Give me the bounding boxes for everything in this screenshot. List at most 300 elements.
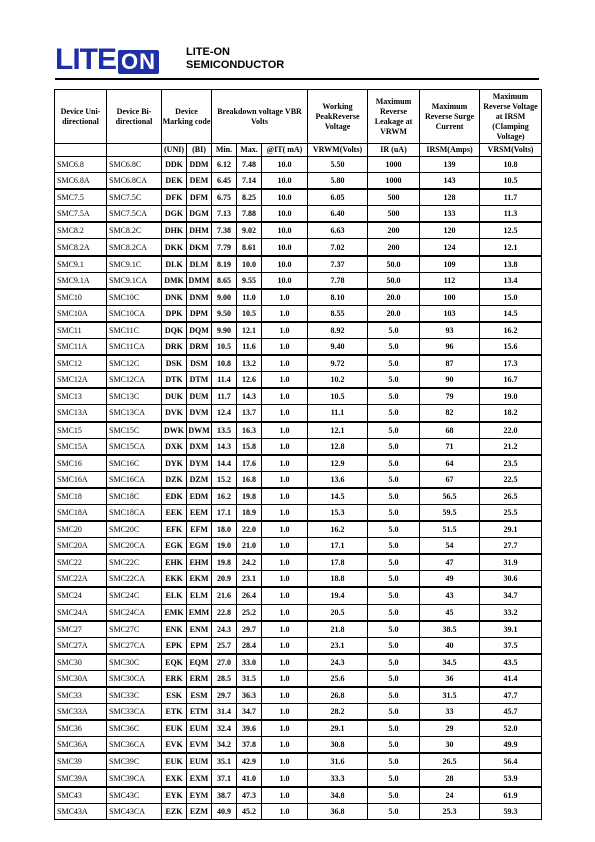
cell-vrwm: 31.6 xyxy=(308,753,368,770)
cell-vrsm: 47.7 xyxy=(480,687,542,704)
cell-uni-marking: DEK xyxy=(162,173,187,190)
liteon-logo xyxy=(55,43,159,76)
cell-test-current: 1.0 xyxy=(262,289,308,306)
cell-vbr-max: 34.7 xyxy=(237,704,262,721)
cell-ir: 5.0 xyxy=(368,521,420,538)
cell-ir: 5.0 xyxy=(368,770,420,787)
cell-vbr-max: 13.2 xyxy=(237,355,262,372)
table-row xyxy=(55,737,542,754)
cell-irsm: 54 xyxy=(420,538,480,555)
cell-bi-part: SMC11C xyxy=(107,322,162,339)
cell-ir: 5.0 xyxy=(368,654,420,671)
cell-vbr-max: 11.0 xyxy=(237,289,262,306)
cell-test-current: 1.0 xyxy=(262,604,308,621)
cell-vrwm: 34.8 xyxy=(308,787,368,804)
cell-ir: 50.0 xyxy=(368,256,420,273)
cell-vbr-min: 18.0 xyxy=(212,521,237,538)
cell-uni-marking: DVK xyxy=(162,405,187,422)
table-row xyxy=(55,753,542,770)
col-header-irsm: Maximum Reverse Surge Current xyxy=(420,90,480,144)
cell-uni-marking: DDK xyxy=(162,157,187,173)
cell-irsm: 96 xyxy=(420,339,480,356)
cell-vrsm: 34.7 xyxy=(480,587,542,604)
cell-irsm: 71 xyxy=(420,438,480,455)
cell-bi-marking: DVM xyxy=(187,405,212,422)
cell-test-current: 1.0 xyxy=(262,438,308,455)
table-row xyxy=(55,571,542,588)
table-row xyxy=(55,239,542,256)
cell-irsm: 103 xyxy=(420,305,480,322)
cell-test-current: 1.0 xyxy=(262,670,308,687)
cell-vrsm: 22.0 xyxy=(480,422,542,439)
cell-ir: 5.0 xyxy=(368,571,420,588)
cell-bi-part: SMC7.5CA xyxy=(107,206,162,223)
cell-test-current: 10.0 xyxy=(262,157,308,173)
cell-vbr-min: 14.3 xyxy=(212,438,237,455)
cell-bi-marking: DKM xyxy=(187,239,212,256)
cell-vbr-min: 8.65 xyxy=(212,272,237,289)
cell-test-current: 1.0 xyxy=(262,322,308,339)
cell-ir: 5.0 xyxy=(368,704,420,721)
cell-bi-part: SMC10C xyxy=(107,289,162,306)
cell-vbr-min: 24.3 xyxy=(212,621,237,638)
cell-uni-part: SMC8.2A xyxy=(55,239,107,256)
cell-ir: 5.0 xyxy=(368,587,420,604)
cell-vrwm: 30.8 xyxy=(308,737,368,754)
company-name xyxy=(186,46,284,72)
cell-test-current: 1.0 xyxy=(262,355,308,372)
table-row xyxy=(55,637,542,654)
cell-vbr-max: 7.14 xyxy=(237,173,262,190)
cell-ir: 5.0 xyxy=(368,488,420,505)
cell-test-current: 10.0 xyxy=(262,272,308,289)
cell-vbr-max: 12.1 xyxy=(237,322,262,339)
cell-ir: 5.0 xyxy=(368,455,420,472)
cell-test-current: 1.0 xyxy=(262,704,308,721)
cell-vbr-max: 42.9 xyxy=(237,753,262,770)
cell-bi-part: SMC30C xyxy=(107,654,162,671)
table-row xyxy=(55,587,542,604)
cell-vrwm: 5.80 xyxy=(308,173,368,190)
cell-irsm: 31.5 xyxy=(420,687,480,704)
cell-irsm: 47 xyxy=(420,554,480,571)
table-row xyxy=(55,405,542,422)
cell-uni-part: SMC9.1 xyxy=(55,256,107,273)
cell-uni-marking: DQK xyxy=(162,322,187,339)
cell-ir: 5.0 xyxy=(368,670,420,687)
cell-irsm: 28 xyxy=(420,770,480,787)
cell-ir: 5.0 xyxy=(368,753,420,770)
cell-vbr-min: 16.2 xyxy=(212,488,237,505)
cell-bi-marking: EUM xyxy=(187,720,212,737)
cell-vrsm: 26.5 xyxy=(480,488,542,505)
cell-ir: 5.0 xyxy=(368,637,420,654)
cell-vbr-min: 17.1 xyxy=(212,504,237,521)
cell-vbr-max: 28.4 xyxy=(237,637,262,654)
cell-vbr-max: 45.2 xyxy=(237,803,262,819)
table-row xyxy=(55,471,542,488)
cell-vrwm: 10.2 xyxy=(308,372,368,389)
table-row xyxy=(55,504,542,521)
cell-vbr-min: 32.4 xyxy=(212,720,237,737)
cell-vrsm: 13.4 xyxy=(480,272,542,289)
cell-test-current: 1.0 xyxy=(262,488,308,505)
cell-vrsm: 12.1 xyxy=(480,239,542,256)
cell-bi-marking: ELM xyxy=(187,587,212,604)
cell-vrsm: 53.9 xyxy=(480,770,542,787)
cell-vbr-max: 26.4 xyxy=(237,587,262,604)
cell-bi-part: SMC12C xyxy=(107,355,162,372)
cell-bi-part: SMC27CA xyxy=(107,637,162,654)
cell-vrwm: 25.6 xyxy=(308,670,368,687)
cell-ir: 5.0 xyxy=(368,372,420,389)
cell-irsm: 109 xyxy=(420,256,480,273)
cell-vrwm: 11.1 xyxy=(308,405,368,422)
subheader-blank-bi xyxy=(107,144,162,157)
cell-bi-part: SMC10CA xyxy=(107,305,162,322)
cell-irsm: 25.3 xyxy=(420,803,480,819)
cell-vbr-min: 9.50 xyxy=(212,305,237,322)
cell-vrwm: 8.55 xyxy=(308,305,368,322)
cell-vrsm: 52.0 xyxy=(480,720,542,737)
cell-bi-marking: EXM xyxy=(187,770,212,787)
cell-irsm: 120 xyxy=(420,222,480,239)
subheader-max: Max. xyxy=(237,144,262,157)
cell-uni-part: SMC10A xyxy=(55,305,107,322)
cell-irsm: 26.5 xyxy=(420,753,480,770)
cell-vrwm: 29.1 xyxy=(308,720,368,737)
cell-uni-part: SMC12 xyxy=(55,355,107,372)
cell-uni-marking: DFK xyxy=(162,189,187,206)
cell-vrsm: 10.5 xyxy=(480,173,542,190)
cell-irsm: 68 xyxy=(420,422,480,439)
cell-vbr-max: 37.8 xyxy=(237,737,262,754)
cell-irsm: 139 xyxy=(420,157,480,173)
cell-bi-part: SMC20C xyxy=(107,521,162,538)
cell-vrwm: 7.02 xyxy=(308,239,368,256)
cell-vrsm: 16.7 xyxy=(480,372,542,389)
cell-bi-marking: EUM xyxy=(187,753,212,770)
cell-vbr-min: 28.5 xyxy=(212,670,237,687)
cell-bi-part: SMC33CA xyxy=(107,704,162,721)
cell-bi-marking: EPM xyxy=(187,637,212,654)
cell-vbr-min: 11.4 xyxy=(212,372,237,389)
cell-bi-marking: DUM xyxy=(187,388,212,405)
cell-vrsm: 16.2 xyxy=(480,322,542,339)
cell-uni-part: SMC22 xyxy=(55,554,107,571)
subheader-row xyxy=(55,144,542,157)
cell-bi-part: SMC6.8C xyxy=(107,157,162,173)
cell-uni-part: SMC22A xyxy=(55,571,107,588)
cell-test-current: 1.0 xyxy=(262,504,308,521)
cell-vbr-min: 9.90 xyxy=(212,322,237,339)
cell-ir: 5.0 xyxy=(368,471,420,488)
cell-vbr-max: 8.25 xyxy=(237,189,262,206)
col-header-uni: Device Uni- directional xyxy=(55,90,107,144)
cell-uni-marking: ETK xyxy=(162,704,187,721)
cell-ir: 5.0 xyxy=(368,339,420,356)
cell-uni-part: SMC18A xyxy=(55,504,107,521)
cell-irsm: 43 xyxy=(420,587,480,604)
cell-vbr-max: 31.5 xyxy=(237,670,262,687)
header-row xyxy=(55,90,542,144)
cell-irsm: 93 xyxy=(420,322,480,339)
cell-uni-part: SMC27 xyxy=(55,621,107,638)
cell-vbr-max: 12.6 xyxy=(237,372,262,389)
cell-vrsm: 27.7 xyxy=(480,538,542,555)
cell-bi-part: SMC8.2CA xyxy=(107,239,162,256)
cell-uni-marking: EZK xyxy=(162,803,187,819)
cell-vrwm: 23.1 xyxy=(308,637,368,654)
cell-bi-part: SMC13C xyxy=(107,388,162,405)
cell-irsm: 38.5 xyxy=(420,621,480,638)
cell-vbr-min: 6.45 xyxy=(212,173,237,190)
cell-test-current: 1.0 xyxy=(262,538,308,555)
cell-ir: 5.0 xyxy=(368,538,420,555)
cell-test-current: 10.0 xyxy=(262,222,308,239)
cell-vbr-max: 39.6 xyxy=(237,720,262,737)
cell-irsm: 40 xyxy=(420,637,480,654)
cell-vrsm: 13.8 xyxy=(480,256,542,273)
cell-uni-part: SMC30A xyxy=(55,670,107,687)
cell-test-current: 10.0 xyxy=(262,189,308,206)
cell-bi-part: SMC33C xyxy=(107,687,162,704)
cell-vbr-min: 14.4 xyxy=(212,455,237,472)
cell-bi-marking: EVM xyxy=(187,737,212,754)
cell-vrwm: 6.63 xyxy=(308,222,368,239)
cell-ir: 5.0 xyxy=(368,554,420,571)
cell-vrsm: 19.0 xyxy=(480,388,542,405)
table-row xyxy=(55,222,542,239)
cell-uni-part: SMC10 xyxy=(55,289,107,306)
company-line-2: SEMICONDUCTOR xyxy=(186,59,285,71)
cell-uni-part: SMC43 xyxy=(55,787,107,804)
cell-irsm: 51.5 xyxy=(420,521,480,538)
cell-irsm: 128 xyxy=(420,189,480,206)
table-row xyxy=(55,654,542,671)
cell-vbr-min: 40.9 xyxy=(212,803,237,819)
cell-uni-part: SMC20 xyxy=(55,521,107,538)
cell-ir: 200 xyxy=(368,222,420,239)
cell-vbr-max: 19.8 xyxy=(237,488,262,505)
cell-uni-part: SMC8.2 xyxy=(55,222,107,239)
cell-bi-part: SMC12CA xyxy=(107,372,162,389)
cell-bi-marking: DFM xyxy=(187,189,212,206)
cell-vrwm: 17.1 xyxy=(308,538,368,555)
cell-vbr-min: 6.12 xyxy=(212,157,237,173)
table-row xyxy=(55,173,542,190)
col-header-ir: Maximum Reverse Leakage at VRWM xyxy=(368,90,420,144)
cell-test-current: 10.0 xyxy=(262,173,308,190)
cell-vrwm: 16.2 xyxy=(308,521,368,538)
cell-vrwm: 18.8 xyxy=(308,571,368,588)
cell-vbr-min: 31.4 xyxy=(212,704,237,721)
cell-bi-marking: DZM xyxy=(187,471,212,488)
cell-bi-part: SMC16CA xyxy=(107,471,162,488)
cell-vbr-min: 38.7 xyxy=(212,787,237,804)
cell-bi-marking: EGM xyxy=(187,538,212,555)
cell-vbr-min: 7.13 xyxy=(212,206,237,223)
cell-vrwm: 12.8 xyxy=(308,438,368,455)
cell-test-current: 1.0 xyxy=(262,770,308,787)
cell-vbr-min: 8.19 xyxy=(212,256,237,273)
cell-uni-marking: EYK xyxy=(162,787,187,804)
cell-test-current: 1.0 xyxy=(262,372,308,389)
cell-irsm: 143 xyxy=(420,173,480,190)
cell-vbr-min: 12.4 xyxy=(212,405,237,422)
cell-irsm: 24 xyxy=(420,787,480,804)
cell-vrwm: 33.3 xyxy=(308,770,368,787)
cell-uni-marking: DXK xyxy=(162,438,187,455)
cell-ir: 200 xyxy=(368,239,420,256)
cell-uni-marking: DZK xyxy=(162,471,187,488)
cell-vbr-max: 7.88 xyxy=(237,206,262,223)
cell-irsm: 133 xyxy=(420,206,480,223)
cell-vrsm: 49.9 xyxy=(480,737,542,754)
cell-ir: 5.0 xyxy=(368,438,420,455)
cell-uni-part: SMC13 xyxy=(55,388,107,405)
cell-uni-part: SMC15A xyxy=(55,438,107,455)
cell-vbr-min: 34.2 xyxy=(212,737,237,754)
cell-bi-part: SMC13CA xyxy=(107,405,162,422)
cell-ir: 5.0 xyxy=(368,405,420,422)
cell-vrwm: 5.50 xyxy=(308,157,368,173)
cell-ir: 5.0 xyxy=(368,687,420,704)
cell-irsm: 45 xyxy=(420,604,480,621)
cell-uni-marking: EFK xyxy=(162,521,187,538)
table-row xyxy=(55,305,542,322)
cell-irsm: 90 xyxy=(420,372,480,389)
table-row xyxy=(55,604,542,621)
cell-vrsm: 22.5 xyxy=(480,471,542,488)
cell-vbr-max: 36.3 xyxy=(237,687,262,704)
table-row xyxy=(55,687,542,704)
cell-uni-marking: EKK xyxy=(162,571,187,588)
cell-irsm: 29 xyxy=(420,720,480,737)
table-row xyxy=(55,704,542,721)
cell-irsm: 124 xyxy=(420,239,480,256)
cell-vrwm: 12.9 xyxy=(308,455,368,472)
cell-uni-marking: EXK xyxy=(162,770,187,787)
cell-bi-marking: DDM xyxy=(187,157,212,173)
cell-uni-marking: DSK xyxy=(162,355,187,372)
cell-irsm: 82 xyxy=(420,405,480,422)
cell-uni-marking: DMK xyxy=(162,272,187,289)
cell-vrwm: 7.37 xyxy=(308,256,368,273)
cell-uni-part: SMC11 xyxy=(55,322,107,339)
cell-bi-part: SMC43CA xyxy=(107,803,162,819)
cell-irsm: 67 xyxy=(420,471,480,488)
cell-vbr-max: 10.5 xyxy=(237,305,262,322)
table-row xyxy=(55,388,542,405)
cell-bi-part: SMC36CA xyxy=(107,737,162,754)
cell-bi-marking: EZM xyxy=(187,803,212,819)
cell-vbr-max: 17.6 xyxy=(237,455,262,472)
cell-vrwm: 28.2 xyxy=(308,704,368,721)
table-row xyxy=(55,272,542,289)
table-row xyxy=(55,355,542,372)
cell-bi-marking: DLM xyxy=(187,256,212,273)
cell-irsm: 87 xyxy=(420,355,480,372)
cell-vbr-max: 9.02 xyxy=(237,222,262,239)
cell-vrsm: 33.2 xyxy=(480,604,542,621)
cell-vrsm: 11.3 xyxy=(480,206,542,223)
spec-table xyxy=(54,89,542,820)
cell-ir: 5.0 xyxy=(368,322,420,339)
cell-bi-marking: DNM xyxy=(187,289,212,306)
company-line-1: LITE-ON xyxy=(186,46,230,58)
cell-vbr-max: 21.0 xyxy=(237,538,262,555)
cell-uni-marking: ELK xyxy=(162,587,187,604)
cell-vbr-min: 11.7 xyxy=(212,388,237,405)
cell-vbr-min: 9.00 xyxy=(212,289,237,306)
cell-bi-marking: DEM xyxy=(187,173,212,190)
cell-vbr-max: 7.48 xyxy=(237,157,262,173)
cell-uni-marking: DYK xyxy=(162,455,187,472)
cell-bi-part: SMC18CA xyxy=(107,504,162,521)
cell-uni-part: SMC18 xyxy=(55,488,107,505)
cell-uni-part: SMC6.8 xyxy=(55,157,107,173)
cell-bi-marking: DXM xyxy=(187,438,212,455)
cell-uni-marking: EMK xyxy=(162,604,187,621)
cell-test-current: 1.0 xyxy=(262,422,308,439)
cell-bi-part: SMC11CA xyxy=(107,339,162,356)
cell-ir: 50.0 xyxy=(368,272,420,289)
cell-uni-marking: DTK xyxy=(162,372,187,389)
cell-bi-part: SMC24C xyxy=(107,587,162,604)
cell-test-current: 1.0 xyxy=(262,753,308,770)
cell-uni-marking: EEK xyxy=(162,504,187,521)
cell-ir: 20.0 xyxy=(368,289,420,306)
cell-bi-marking: DPM xyxy=(187,305,212,322)
cell-test-current: 1.0 xyxy=(262,720,308,737)
cell-uni-part: SMC13A xyxy=(55,405,107,422)
cell-bi-marking: EEM xyxy=(187,504,212,521)
cell-irsm: 100 xyxy=(420,289,480,306)
cell-ir: 500 xyxy=(368,189,420,206)
cell-vrsm: 11.7 xyxy=(480,189,542,206)
subheader-vrsm: VRSM(Volts) xyxy=(480,144,542,157)
cell-bi-part: SMC6.8CA xyxy=(107,173,162,190)
table-row xyxy=(55,554,542,571)
cell-uni-part: SMC33 xyxy=(55,687,107,704)
cell-bi-marking: DSM xyxy=(187,355,212,372)
cell-vrsm: 10.8 xyxy=(480,157,542,173)
cell-uni-part: SMC20A xyxy=(55,538,107,555)
cell-vrsm: 29.1 xyxy=(480,521,542,538)
cell-bi-marking: DTM xyxy=(187,372,212,389)
cell-bi-marking: DMM xyxy=(187,272,212,289)
cell-uni-part: SMC9.1A xyxy=(55,272,107,289)
cell-vrwm: 9.72 xyxy=(308,355,368,372)
cell-uni-marking: ESK xyxy=(162,687,187,704)
cell-vrsm: 41.4 xyxy=(480,670,542,687)
cell-vrsm: 23.5 xyxy=(480,455,542,472)
cell-uni-part: SMC36A xyxy=(55,737,107,754)
cell-irsm: 112 xyxy=(420,272,480,289)
cell-vrsm: 39.1 xyxy=(480,621,542,638)
cell-vbr-min: 21.6 xyxy=(212,587,237,604)
cell-bi-marking: EDM xyxy=(187,488,212,505)
cell-irsm: 59.5 xyxy=(420,504,480,521)
cell-uni-marking: DKK xyxy=(162,239,187,256)
cell-bi-part: SMC27C xyxy=(107,621,162,638)
cell-bi-marking: ETM xyxy=(187,704,212,721)
cell-uni-part: SMC6.8A xyxy=(55,173,107,190)
cell-uni-part: SMC33A xyxy=(55,704,107,721)
cell-vbr-max: 24.2 xyxy=(237,554,262,571)
cell-ir: 5.0 xyxy=(368,355,420,372)
